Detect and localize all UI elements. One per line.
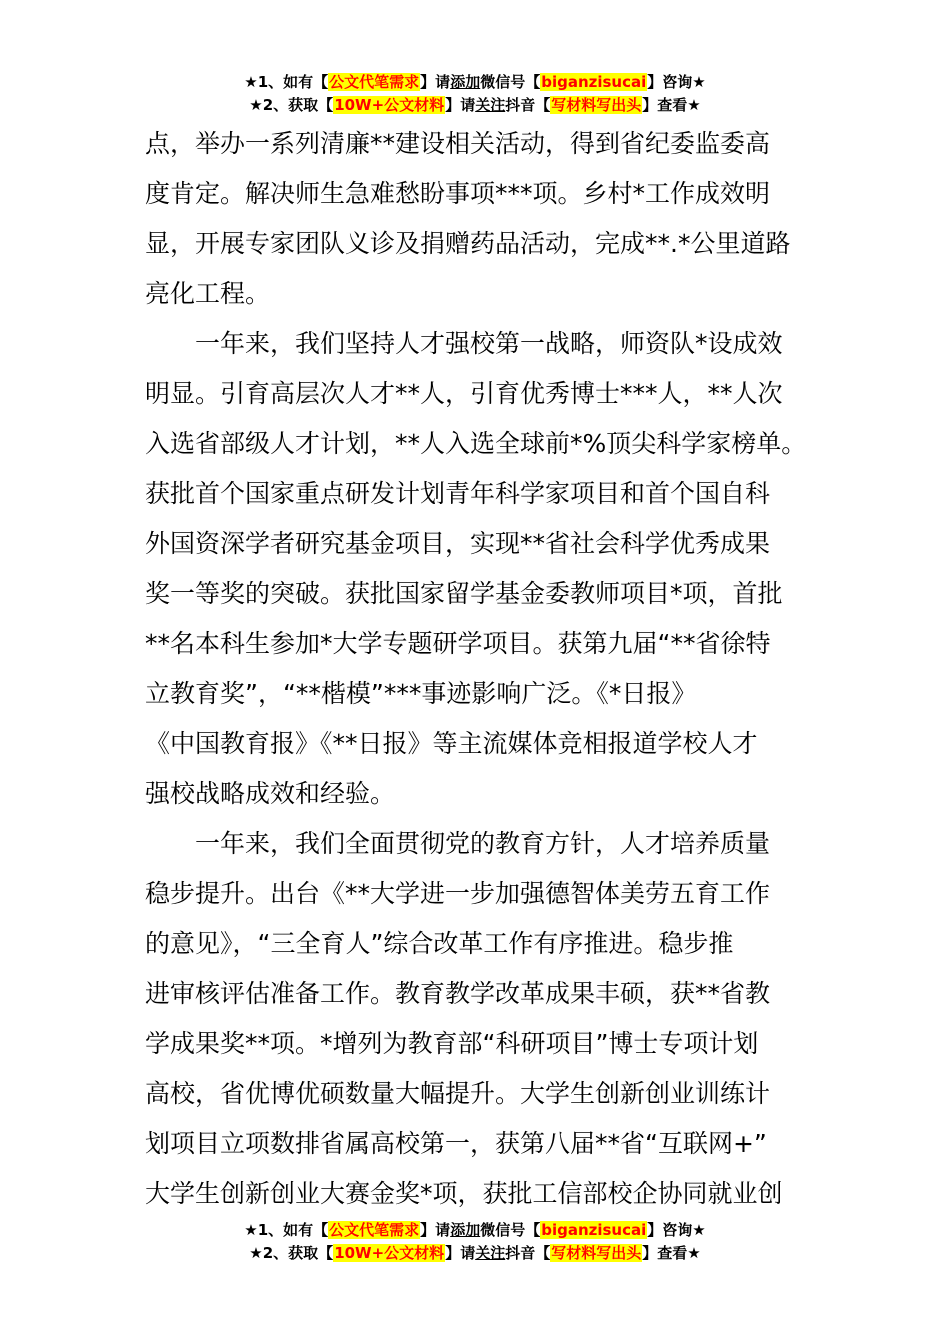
highlight-service-label: 公文代笔需求 (329, 1221, 420, 1239)
promo-banner-line-2 (0, 94, 950, 116)
text-line: 高校，省优博优硕数量大幅提升。大学生创新创业训练计 (145, 1079, 771, 1108)
text-line: 学成果奖**项。*增列为教育部“科研项目”博士专项计划 (145, 1029, 759, 1058)
banner-emphasis-text: 关注 (475, 1244, 506, 1262)
banner-text: 】请 (420, 1221, 451, 1239)
text-line: **名本科生参加*大学专题研学项目。获第九届“**省徐特 (145, 629, 771, 658)
text-line: 外国资深学者研究基金项目，实现**省社会科学优秀成果 (145, 529, 771, 558)
text-line: 立教育奖”，“**楷模”***事迹影响广泛。《*日报》 (145, 679, 697, 708)
banner-text: 微信号【 (480, 1221, 541, 1239)
text-line: 显，开展专家团队义诊及捐赠药品活动，完成**.*公里道路 (145, 229, 791, 258)
promo-banner-footer-line-1 (0, 1219, 950, 1241)
text-line: 的意见》，“三全育人”综合改革工作有序推进。稳步推 (145, 929, 734, 958)
banner-text: 】咨询★ (647, 73, 706, 91)
text-line: 进审核评估准备工作。教育教学改革成果丰硕，获**省教 (145, 979, 771, 1008)
banner-text: 抖音【 (505, 1244, 551, 1262)
banner-emphasis-text: 关注 (475, 96, 506, 114)
banner-text: 微信号【 (480, 73, 541, 91)
text-line: 入选省部级人才计划，**人入选全球前*%顶尖科学家榜单。 (145, 429, 807, 458)
highlight-materials-label: 10W+公文材料 (334, 1244, 445, 1262)
banner-text: ★2、获取【 (249, 1244, 334, 1262)
promo-banner-line-1 (0, 71, 950, 93)
text-line: 明显。引育高层次人才**人，引育优秀博士***人，**人次 (145, 379, 783, 408)
highlight-wechat-id: biganzisucai (541, 1221, 647, 1239)
text-line: 大学生创新创业大赛金奖*项，获批工信部校企协同就业创 (145, 1179, 783, 1208)
banner-text: 抖音【 (505, 96, 551, 114)
banner-emphasis-text: 添加 (450, 73, 481, 91)
highlight-service-label: 公文代笔需求 (329, 73, 420, 91)
banner-text: 】咨询★ (647, 1221, 706, 1239)
text-line: 奖一等奖的突破。获批国家留学基金委教师项目*项，首批 (145, 579, 783, 608)
banner-text: 】查看★ (642, 96, 701, 114)
banner-text: 】请 (420, 73, 451, 91)
text-line: 度肯定。解决师生急难愁盼事项***项。乡村*工作成效明 (145, 179, 771, 208)
highlight-account-name: 写材料写出头 (551, 1244, 642, 1262)
highlight-wechat-id: biganzisucai (541, 73, 647, 91)
text-line: 获批首个国家重点研发计划青年科学家项目和首个国自科 (145, 479, 771, 508)
banner-text: ★1、如有【 (244, 73, 329, 91)
promo-banner-footer-line-2 (0, 1242, 950, 1264)
highlight-materials-label: 10W+公文材料 (334, 96, 445, 114)
paragraph-first-line: 一年来，我们全面贯彻党的教育方针，人才培养质量 (195, 829, 771, 858)
text-line: 《中国教育报》《**日报》等主流媒体竞相报道学校人才 (145, 729, 758, 758)
text-line: 划项目立项数排省属高校第一，获第八届**省“互联网+” (145, 1129, 767, 1158)
banner-text: 】查看★ (642, 1244, 701, 1262)
banner-text: ★1、如有【 (244, 1221, 329, 1239)
banner-text: 】请 (445, 1244, 476, 1262)
banner-text: 】请 (445, 96, 476, 114)
paragraph-first-line: 一年来，我们坚持人才强校第一战略，师资队*设成效 (195, 329, 783, 358)
banner-emphasis-text: 添加 (450, 1221, 481, 1239)
text-line: 点，举办一系列清廉**建设相关活动，得到省纪委监委高 (145, 129, 771, 158)
text-line: 强校战略成效和经验。 (145, 779, 396, 808)
text-line: 稳步提升。出台《**大学进一步加强德智体美劳五育工作 (145, 879, 771, 908)
banner-text: ★2、获取【 (249, 96, 334, 114)
highlight-account-name: 写材料写出头 (551, 96, 642, 114)
text-line: 亮化工程。 (145, 279, 271, 308)
